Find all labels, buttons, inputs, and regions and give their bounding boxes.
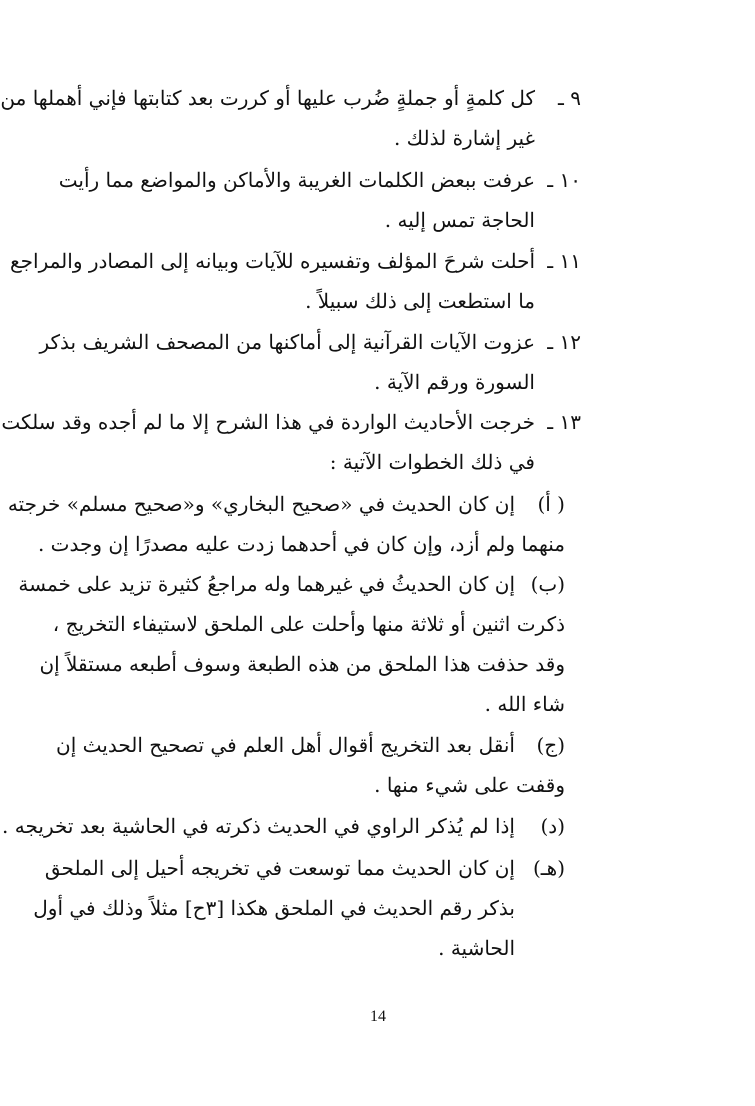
item-text-line: في ذلك الخطوات الآتية : — [329, 450, 535, 474]
sub-list-item — [56, 725, 665, 765]
item-text-line: ما استطعت إلى ذلك سبيلاً . — [305, 289, 535, 313]
sub-list-item-continuation — [91, 765, 665, 805]
list-item — [1, 402, 665, 442]
sub-item-label: (هـ) — [532, 856, 565, 880]
item-text-line: السورة ورقم الآية . — [374, 370, 535, 394]
sub-item-label: (د) — [540, 814, 565, 838]
list-item-continuation — [91, 118, 665, 158]
item-number: ١٠ ـ — [547, 168, 581, 192]
list-item-continuation — [91, 362, 665, 402]
item-text-line: خرجت الأحاديث الواردة في هذا الشرح إلا ما لم أجده وقد سلكت — [1, 410, 535, 434]
sub-item-text-line: إن كان الحديثُ في غيرهما وله مراجعُ كثيرة تزيد على خمسة — [18, 572, 515, 596]
sub-list-item — [2, 806, 665, 846]
sub-list-item-continuation — [52, 604, 665, 644]
item-text-line: أحلت شرحَ المؤلف وتفسيره للآيات وبيانه إلى المصادر والمراجع — [10, 249, 535, 273]
sub-item-text-line: منهما ولم أزد، وإن كان في أحدهما زدت عليه مصدرًا إن وجدت . — [37, 532, 565, 556]
sub-item-label: ( أ) — [537, 492, 565, 516]
sub-list-item-continuation — [33, 888, 665, 928]
list-item — [39, 322, 665, 362]
item-number: ١٣ ـ — [547, 410, 581, 434]
sub-item-text-line: الحاشية . — [438, 936, 515, 960]
sub-item-label: (ب) — [530, 572, 565, 596]
document-page — [1, 0, 755, 1106]
sub-item-text-line: شاء الله . — [484, 692, 565, 716]
sub-item-text-line: إن كان الحديث في «صحيح البخاري» و«صحيح مسلم» خرجته — [7, 492, 515, 516]
list-item-continuation — [91, 442, 665, 482]
item-number: ١٢ ـ — [547, 330, 581, 354]
sub-item-text-line: أنقل بعد التخريج أقوال أهل العلم في تصحيح الحديث إن — [56, 733, 515, 757]
sub-item-label: (ج) — [536, 733, 565, 757]
page-number: 14 — [370, 1008, 386, 1025]
item-text-line: عزوت الآيات القرآنية إلى أماكنها من المصحف الشريف بذكر — [39, 330, 535, 354]
sub-item-text-line: إذا لم يُذكر الراوي في الحديث ذكرته في الحاشية بعد تخريجه . — [2, 814, 515, 838]
sub-item-text-line: وقد حذفت هذا الملحق من هذه الطبعة وسوف أطبعه مستقلاً إن — [39, 652, 565, 676]
item-text-line: عرفت ببعض الكلمات الغريبة والأماكن والمواضع مما رأيت — [58, 168, 535, 192]
list-item-continuation — [91, 200, 665, 240]
sub-list-item — [7, 484, 665, 524]
list-item — [58, 160, 665, 200]
sub-list-item — [44, 848, 665, 888]
sub-item-text-line: بذكر رقم الحديث في الملحق هكذا [٣ح] مثلاً وذلك في أول — [33, 896, 515, 920]
item-number: ١١ ـ — [547, 249, 581, 273]
sub-item-text-line: وقفت على شيء منها . — [374, 773, 565, 797]
sub-item-text-line: ذكرت اثنين أو ثلاثة منها وأحلت على الملحق لاستيفاء التخريج ، — [52, 612, 565, 636]
sub-list-item — [18, 564, 665, 604]
item-text-line: الحاجة تمس إليه . — [384, 208, 535, 232]
sub-list-item-continuation — [37, 524, 665, 564]
item-text-line: غير إشارة لذلك . — [393, 126, 535, 150]
sub-list-item-continuation — [39, 644, 665, 684]
list-item-continuation — [91, 281, 665, 321]
sub-list-item-continuation — [91, 684, 665, 724]
sub-list-item-continuation — [91, 928, 665, 968]
item-text-line: كل كلمةٍ أو جملةٍ ضُرب عليها أو كررت بعد كتابتها فإني أهملها من — [0, 86, 535, 110]
sub-item-text-line: إن كان الحديث مما توسعت في تخريجه أحيل إلى الملحق — [44, 856, 515, 880]
item-number: ٩ ـ — [558, 86, 581, 110]
list-item — [0, 78, 665, 118]
list-item — [10, 241, 665, 281]
